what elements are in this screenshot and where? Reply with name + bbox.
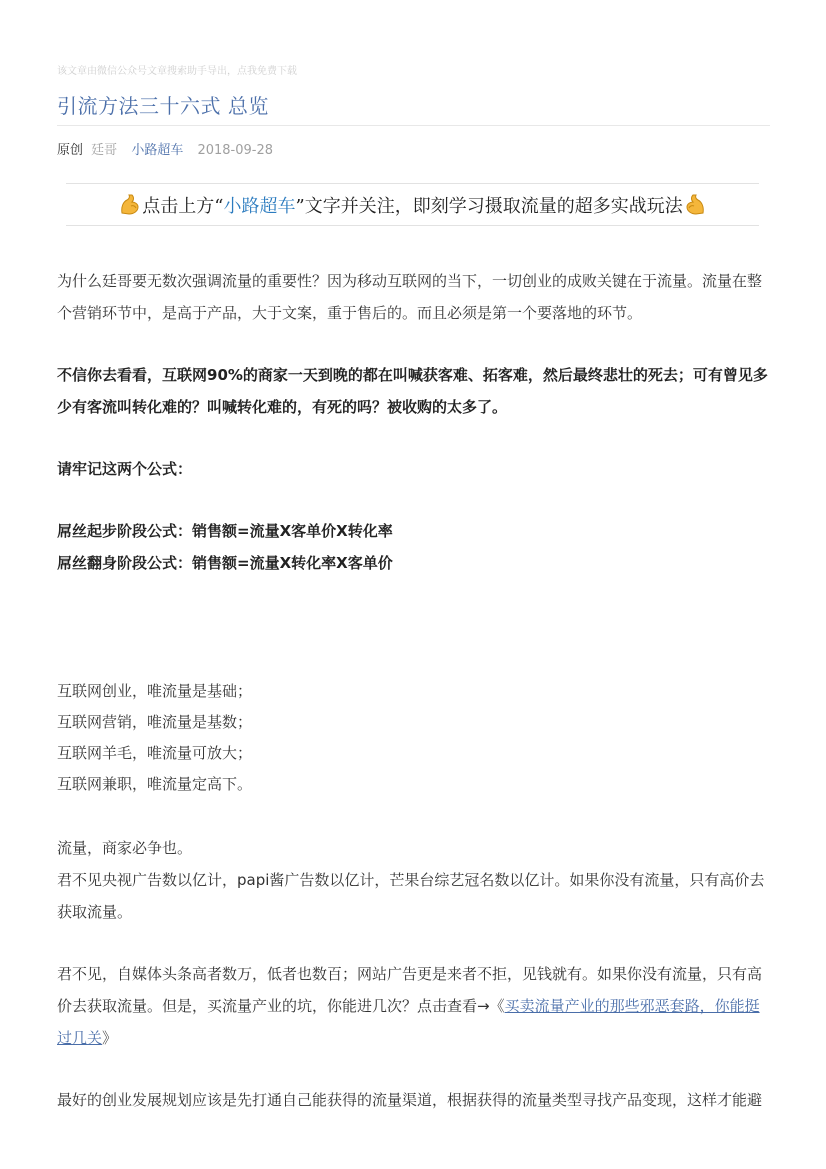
formula-intro: 请牢记这两个公式：: [57, 460, 193, 478]
banner-account-link[interactable]: 小路超车: [223, 195, 296, 217]
article-title: 引流方法三十六式 总览: [57, 94, 269, 118]
follow-banner: [66, 183, 759, 226]
flexed-biceps-icon: [683, 193, 707, 217]
formula-1: 屌丝起步阶段公式：销售额=流量X客单价X转化率: [57, 522, 393, 540]
original-label: 原创: [57, 143, 84, 158]
banner-text-after: ”文字并关注，即刻学习摄取流量的超多实战玩法: [295, 195, 683, 217]
author-name: 廷哥: [91, 143, 118, 158]
list-item: 互联网营销，唯流量是基数；: [57, 713, 253, 731]
list-item: 互联网创业，唯流量是基础；: [57, 682, 253, 700]
publish-date: 2018-09-28: [197, 143, 274, 158]
export-note-link[interactable]: 该文章由微信公众号文章搜索助手导出，点我免费下载: [57, 66, 297, 77]
paragraph-4-line2: 君不见央视广告数以亿计，papi酱广告数以亿计，芒果台综艺冠名数以亿计。如果你没有流量，只有高价去获取流量。: [57, 871, 765, 921]
formula-2: 屌丝翻身阶段公式：销售额=流量X转化率X客单价: [57, 554, 393, 572]
article-meta: [57, 139, 273, 158]
flexed-biceps-icon: [118, 193, 142, 217]
paragraph-6: 最好的创业发展规划应该是先打通自己能获得的流量渠道，根据获得的流量类型寻找产品变现，这样才能避: [57, 1091, 763, 1109]
paragraph-1: 为什么廷哥要无数次强调流量的重要性？因为移动互联网的当下，一切创业的成败关键在于流量。流量在整个营销环节中，是高于产品，大于文案，重于售后的。而且必须是第一个要落地的环节。: [57, 272, 763, 322]
account-link[interactable]: 小路超车: [131, 143, 184, 158]
paragraph-5: [57, 958, 770, 1054]
paragraph-4-line1: 流量，商家必争也。: [57, 839, 193, 857]
paragraph-5-end: 》: [102, 1029, 118, 1047]
article-link[interactable]: 买卖流量产业的那些邪恶套路，你能挺过几关: [57, 997, 760, 1047]
list-item: 互联网羊毛，唯流量可放大；: [57, 744, 253, 762]
banner-text-before: 点击上方“: [142, 195, 224, 217]
list-item: 互联网兼职，唯流量定高下。: [57, 775, 253, 793]
paragraph-5-text: 君不见，自媒体头条高者数万，低者也数百；网站广告更是来者不拒，见钱就有。如果你没有流量，只有高价去获取流量。但是，买流量产业的坑，你能进几次？点击查看→《: [57, 965, 763, 1015]
title-divider: [57, 125, 770, 126]
paragraph-2: 不信你去看看，互联网90%的商家一天到晚的都在叫喊获客难、拓客难，然后最终悲壮的死去；可有曾见多少有客流叫转化难的？叫喊转化难的，有死的吗？被收购的太多了。: [57, 366, 768, 416]
